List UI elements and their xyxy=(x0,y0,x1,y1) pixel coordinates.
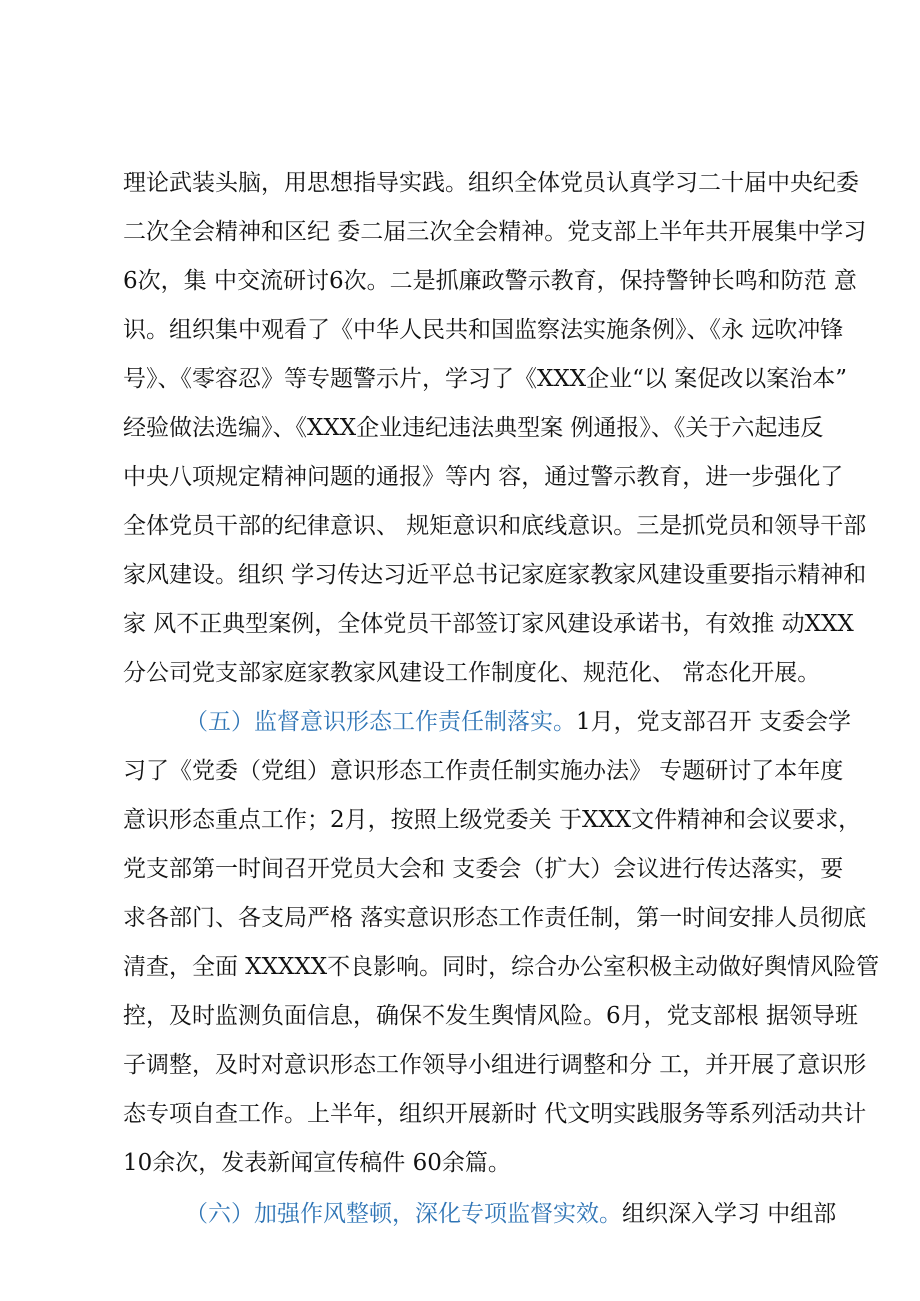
paragraph-line: 控，及时监测负面信息，确保不发生舆情风险。6月，党支部根 据领导班 xyxy=(123,1003,858,1029)
paragraph-line: 全体党员干部的纪律意识、 规矩意识和底线意识。三是抓党员和领导干部 xyxy=(123,513,867,539)
paragraph-line: 6次，集 中交流研讨6次。二是抓廉政警示教育，保持警钟长鸣和防范 意 xyxy=(123,268,857,294)
section-5-first-line xyxy=(185,707,851,737)
paragraph-line: 号》、《零容忍》等专题警示片，学习了《XXX企业“以 案促改以案治本” xyxy=(123,366,847,392)
section-5-heading: （五）监督意识形态工作责任制落实。 xyxy=(185,709,576,735)
paragraph-line: 意识形态重点工作；2月，按照上级党委关 于XXX文件精神和会议要求， xyxy=(123,807,862,833)
section-6-first-text: 组织深入学习 中组部 xyxy=(622,1201,837,1227)
section-6-heading: （六）加强作风整顿，深化专项监督实效。 xyxy=(185,1201,622,1227)
paragraph-line: 识。组织集中观看了《中华人民共和国监察法实施条例》、《永 远吹冲锋 xyxy=(123,317,844,343)
paragraph-line: 中央八项规定精神问题的通报》等内 容，通过警示教育，进一步强化了 xyxy=(123,464,844,490)
paragraph-line: 10余次，发表新闻宣传稿件 60余篇。 xyxy=(123,1150,511,1176)
paragraph-line: 子调整，及时对意识形态工作领导小组进行调整和分 工，并开展了意识形 xyxy=(123,1052,867,1078)
paragraph-line: 求各部门、各支局严格 落实意识形态工作责任制，第一时间安排人员彻底 xyxy=(123,905,867,931)
section-5-first-text: 1月，党支部召开 支委会学 xyxy=(576,709,851,735)
paragraph-line: 家风建设。组织 学习传达习近平总书记家庭家教家风建设重要指示精神和 xyxy=(123,562,867,588)
paragraph-line: 清查，全面 XXXXX不良影响。同时，综合办公室积极主动做好舆情风险管 xyxy=(123,954,880,980)
paragraph-line: 经验做法选编》、《XXX企业违纪违法典型案 例通报》、《关于六起违反 xyxy=(123,415,824,441)
paragraph-line: 家 风不正典型案例，全体党员干部签订家风建设承诺书，有效推 动XXX xyxy=(123,611,854,637)
paragraph-line: 理论武装头脑，用思想指导实践。组织全体党员认真学习二十届中央纪委 xyxy=(123,170,859,196)
paragraph-line: 分公司党支部家庭家教家风建设工作制度化、规范化、 常态化开展。 xyxy=(123,660,821,686)
paragraph-line: 习了《党委（党组）意识形态工作责任制实施办法》 专题研讨了本年度 xyxy=(123,758,844,784)
paragraph-line: 党支部第一时间召开党员大会和 支委会（扩大）会议进行传达落实，要 xyxy=(123,856,844,882)
paragraph-line: 态专项自查工作。上半年，组织开展新时 代文明实践服务等系列活动共计 xyxy=(123,1101,867,1127)
section-6-first-line xyxy=(185,1199,837,1229)
paragraph-line: 二次全会精神和区纪 委二届三次全会精神。党支部上半年共开展集中学习 xyxy=(123,219,867,245)
